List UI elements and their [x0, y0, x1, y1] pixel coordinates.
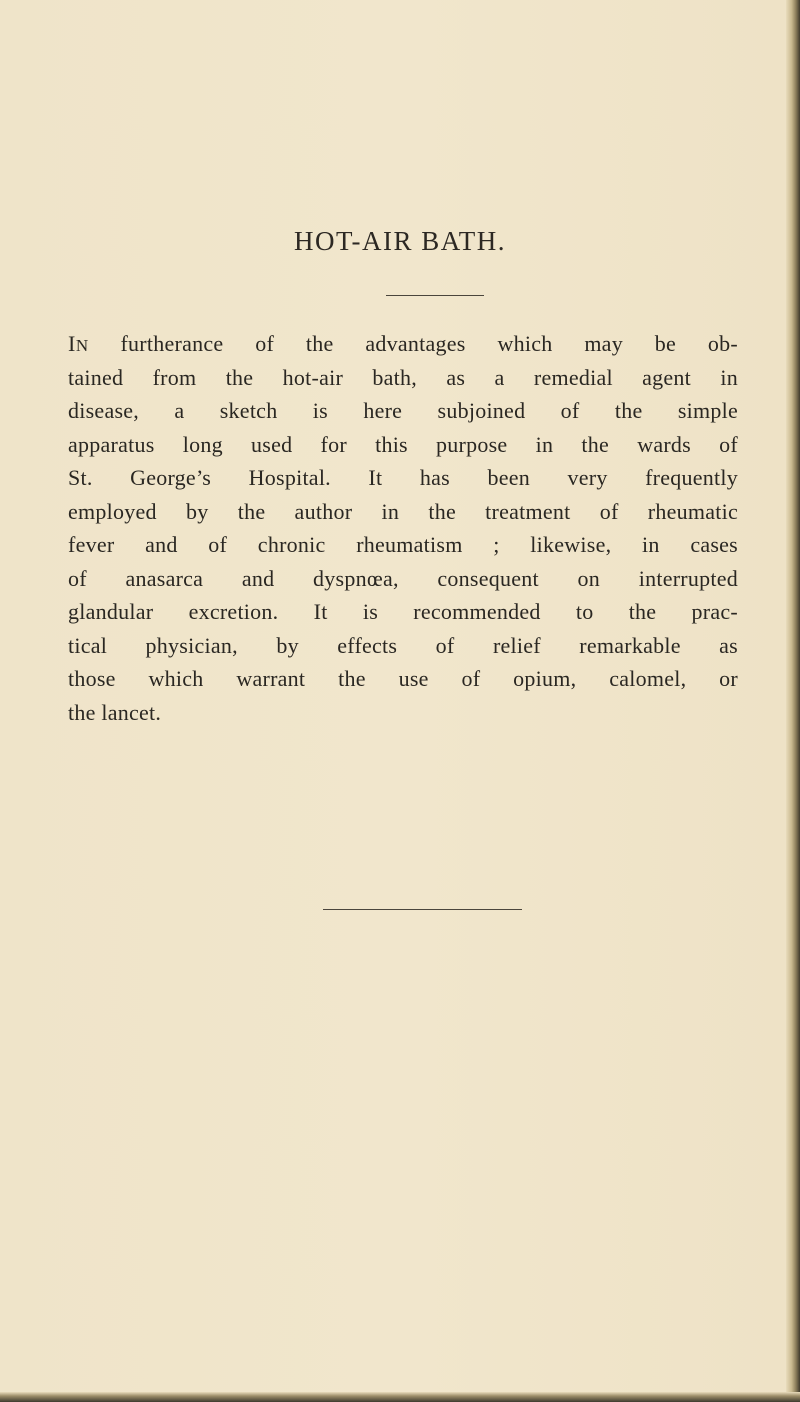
- page-edge-right: [786, 0, 800, 1402]
- paragraph-line: glandular excretion. It is recommended to the prac-: [68, 599, 738, 624]
- paragraph-line: fever and of chronic rheumatism ; likewise, in cases: [68, 532, 738, 557]
- paragraph-line: those which warrant the use of opium, calomel, or: [68, 666, 738, 691]
- paragraph-line: of anasarca and dyspnœa, consequent on interrupted: [68, 565, 738, 591]
- paragraph-line: tical physician, by effects of relief remarkable as: [68, 632, 738, 658]
- body-paragraph: [68, 327, 738, 729]
- paragraph-line: St. George’s Hospital. It has been very frequently: [68, 465, 738, 490]
- page-title: HOT-AIR BATH.: [293, 226, 506, 256]
- small-caps-opening: IN: [68, 331, 89, 356]
- paragraph-line: disease, a sketch is here subjoined of the simple: [68, 398, 738, 423]
- paragraph-line: [68, 327, 738, 361]
- paragraph-line: tained from the hot-air bath, as a remedial agent in: [68, 364, 738, 390]
- paragraph-line: employed by the author in the treatment of rheumatic: [68, 498, 738, 524]
- paragraph-line: apparatus long used for this purpose in the wards of: [68, 431, 738, 457]
- title-divider: [386, 295, 484, 296]
- paragraph-line: the lancet.: [68, 699, 162, 725]
- line-text: furtherance of the advantages which may be ob-: [88, 331, 738, 356]
- page-edge-bottom: [0, 1392, 800, 1402]
- section-end-divider: [323, 909, 522, 910]
